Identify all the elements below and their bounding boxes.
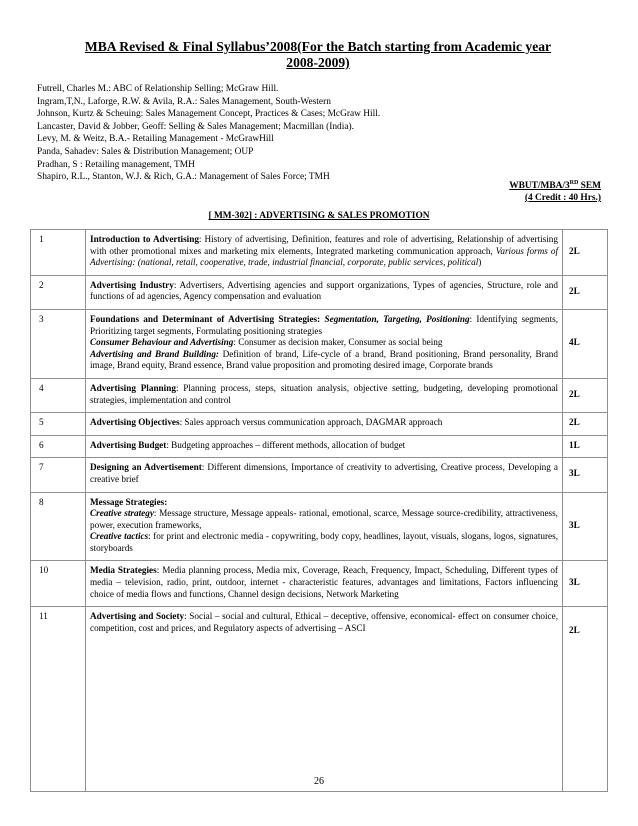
unit-number: 8 — [31, 492, 86, 561]
unit-description: Message Strategies: Creative strategy: Message structure, Message appeals- rational, emotional, scarce, Message source-credibility, attractiveness, power, execution frameworks, Creative tactics: for print and electronic media - copywriting, body copy, headlines, layout, visuals, slogans, logos, signatures, storyboards — [86, 492, 563, 561]
unit-number: 5 — [31, 413, 86, 436]
unit-body: : Social – social and cultural, Ethical – deceptive, offensive, economical- effect on consumer choice, competition, cost and prices, and Regulatory aspects of advertising – ASCI — [90, 611, 558, 633]
unit-number: 1 — [31, 230, 86, 276]
course-code-block — [509, 177, 601, 204]
unit-hours: 1L — [563, 435, 608, 458]
reference-item: Ingram,T,N., Laforge, R.W. & Avila, R.A.: Sales Management, South-Western — [37, 96, 331, 107]
table-row — [31, 309, 608, 378]
unit-number: 11 — [31, 607, 86, 792]
unit-subtopic: Advertising and Brand Building: — [90, 348, 219, 359]
unit-description — [86, 435, 563, 458]
reference-list — [37, 83, 617, 184]
table-row — [31, 435, 608, 458]
table-row — [31, 561, 608, 607]
unit-hours: 2L — [563, 230, 608, 276]
unit-body: : History of advertising, Definition, features and role of advertising, Relationship of advertising with other promotional mixes and marketing mix elements, Integrated marketing communication approach, — [90, 234, 558, 256]
unit-title: Advertising Planning — [90, 382, 176, 393]
unit-number: 2 — [31, 275, 86, 309]
reference-item: Johnson, Kurtz & Scheuing: Sales Management Concept, Practices & Cases; McGraw Hill. — [37, 109, 381, 120]
unit-italic: Various forms of Advertising: (national, retail, cooperative, trade, industrial financial, corporate, public services, political — [90, 245, 558, 268]
table-row — [31, 378, 608, 412]
unit-title: Message Strategies — [90, 496, 165, 507]
unit-subtopic: Segmentation, Targeting, Positioning — [324, 313, 470, 324]
unit-body: : Consumer as decision maker, Consumer as social being — [233, 337, 443, 348]
unit-hours: 2L — [563, 378, 608, 412]
unit-description — [86, 561, 563, 607]
unit-hours: 3L — [563, 492, 608, 561]
unit-title: Advertising and Society — [90, 611, 185, 622]
unit-title: Advertising Budget — [90, 439, 167, 450]
unit-hours: 3L — [563, 561, 608, 607]
title-line-2: 2008-2009) — [286, 55, 350, 70]
unit-description — [86, 230, 563, 276]
unit-body: : Different dimensions, Importance of creativity to advertising, Creative process, Developing a creative brief — [90, 462, 558, 484]
unit-hours: 2L — [563, 413, 608, 436]
page-number: 26 — [314, 776, 324, 787]
unit-body: : Identifying segments, Prioritizing target segments, Formulating positioning strategies — [90, 313, 559, 336]
unit-number: 4 — [31, 378, 86, 412]
reference-item: Shapiro, R.L., Stanton, W.J. & Rich, G.A.: Management of Sales Force; TMH — [37, 172, 330, 183]
unit-body: Definition of brand, Life-cycle of a brand, Brand positioning, Brand personality, Brand image, Brand equity, Brand essence, Brand value proposition and promoting desired image, Corporate brands — [90, 348, 558, 371]
reference-item: Pradhan, S : Retailing management, TMH — [37, 159, 195, 170]
course-code-sup: RD — [569, 180, 579, 186]
course-title: [ MM-302] : ADVERTISING & SALES PROMOTION — [208, 211, 430, 221]
reference-item: Futrell, Charles M.: ABC of Relationship Selling; McGraw Hill. — [37, 84, 279, 94]
unit-description — [86, 607, 563, 792]
unit-title: Foundations and Determinant of Advertising Strategies — [90, 313, 318, 324]
unit-number: 10 — [31, 561, 86, 607]
unit-subtopic: Creative tactics — [90, 531, 149, 542]
unit-description — [86, 378, 563, 412]
reference-item: Panda, Sahadev: Sales & Distribution Management; OUP — [37, 146, 254, 157]
course-credit: (4 Credit : 40 Hrs.) — [524, 193, 601, 204]
unit-number: 6 — [31, 435, 86, 458]
unit-description — [86, 413, 563, 436]
unit-subtopic: Creative strategy — [90, 508, 154, 519]
unit-body: : Sales approach versus communication approach, DAGMAR approach — [179, 417, 443, 428]
unit-hours: 3L — [563, 458, 608, 492]
table-row — [31, 230, 608, 276]
unit-title: Advertising Industry — [90, 279, 174, 290]
table-row — [31, 607, 608, 792]
unit-hours: 2L — [563, 275, 608, 309]
table-row — [31, 492, 608, 561]
unit-number: 3 — [31, 309, 86, 378]
unit-body: : Planning process, steps, situation analysis, objective setting, budgeting, developing promotional strategies, implementation and control — [90, 382, 559, 405]
course-code: WBUT/MBA/3 — [509, 181, 570, 192]
table-row — [31, 458, 608, 492]
unit-title: Advertising Objectives — [90, 417, 180, 428]
unit-tail: ) — [478, 257, 482, 268]
unit-title: Media Strategies — [90, 565, 157, 576]
table-row — [31, 413, 608, 436]
page-title — [40, 39, 596, 71]
unit-body: : Advertisers, Advertising agencies and support organizations, Types of agencies, Structure, role and functions of ad agencies, Agency compensation and evaluation — [90, 279, 558, 302]
table-row — [31, 275, 608, 309]
unit-title: Introduction to Advertising — [90, 234, 199, 244]
unit-body: : Message structure, Message appeals- rational, emotional, scarce, Message source-credibility, attractiveness, power, execution frameworks, — [90, 508, 558, 530]
unit-hours: 4L — [563, 309, 608, 378]
unit-body: : for print and electronic media - copywriting, body copy, headlines, layout, visuals, slogans, logos, signatures, storyboards — [90, 531, 558, 553]
reference-item: Lancaster, David & Jobber, Geoff: Selling & Sales Management; Macmillan (India). — [37, 121, 354, 132]
course-sem: SEM — [578, 181, 601, 192]
reference-item: Levy, M. & Weitz, B.A.- Retailing Management - McGrawHill — [37, 134, 274, 145]
unit-number: 7 — [31, 458, 86, 492]
syllabus-table — [30, 229, 608, 792]
unit-description — [86, 275, 563, 309]
title-line-1: MBA Revised & Final Syllabus’2008(For the Batch starting from Academic year — [84, 39, 552, 54]
unit-body: : Budgeting approaches – different methods, allocation of budget — [166, 439, 406, 450]
unit-body: : Media planning process, Media mix, Coverage, Reach, Frequency, Impact, Scheduling, Different types of media – television, radio, print, outdoor, internet - characteristic features, advantages and limitations, Factors influencing choice of media flows and functions, Channel design decisions, Network Marketing — [90, 565, 558, 599]
unit-subtopic: Consumer Behaviour and Advertising — [90, 337, 234, 348]
unit-description — [86, 458, 563, 492]
unit-description: Foundations and Determinant of Advertising Strategies: Segmentation, Targeting, Positioning: Identifying segments, Prioritizing target segments, Formulating positioning strategies Consumer Behaviour and Advertising: Consumer as decision maker, Consumer as social being Advertising and Brand Building: Definition of brand, Life-cycle of a brand, Brand positioning, Brand personality, Brand image, Brand equity, Brand essence, Brand value proposition and promoting desired image, Corporate brands — [86, 309, 563, 378]
unit-title: Designing an Advertisement — [90, 462, 202, 473]
unit-hours: 2L — [563, 607, 608, 792]
